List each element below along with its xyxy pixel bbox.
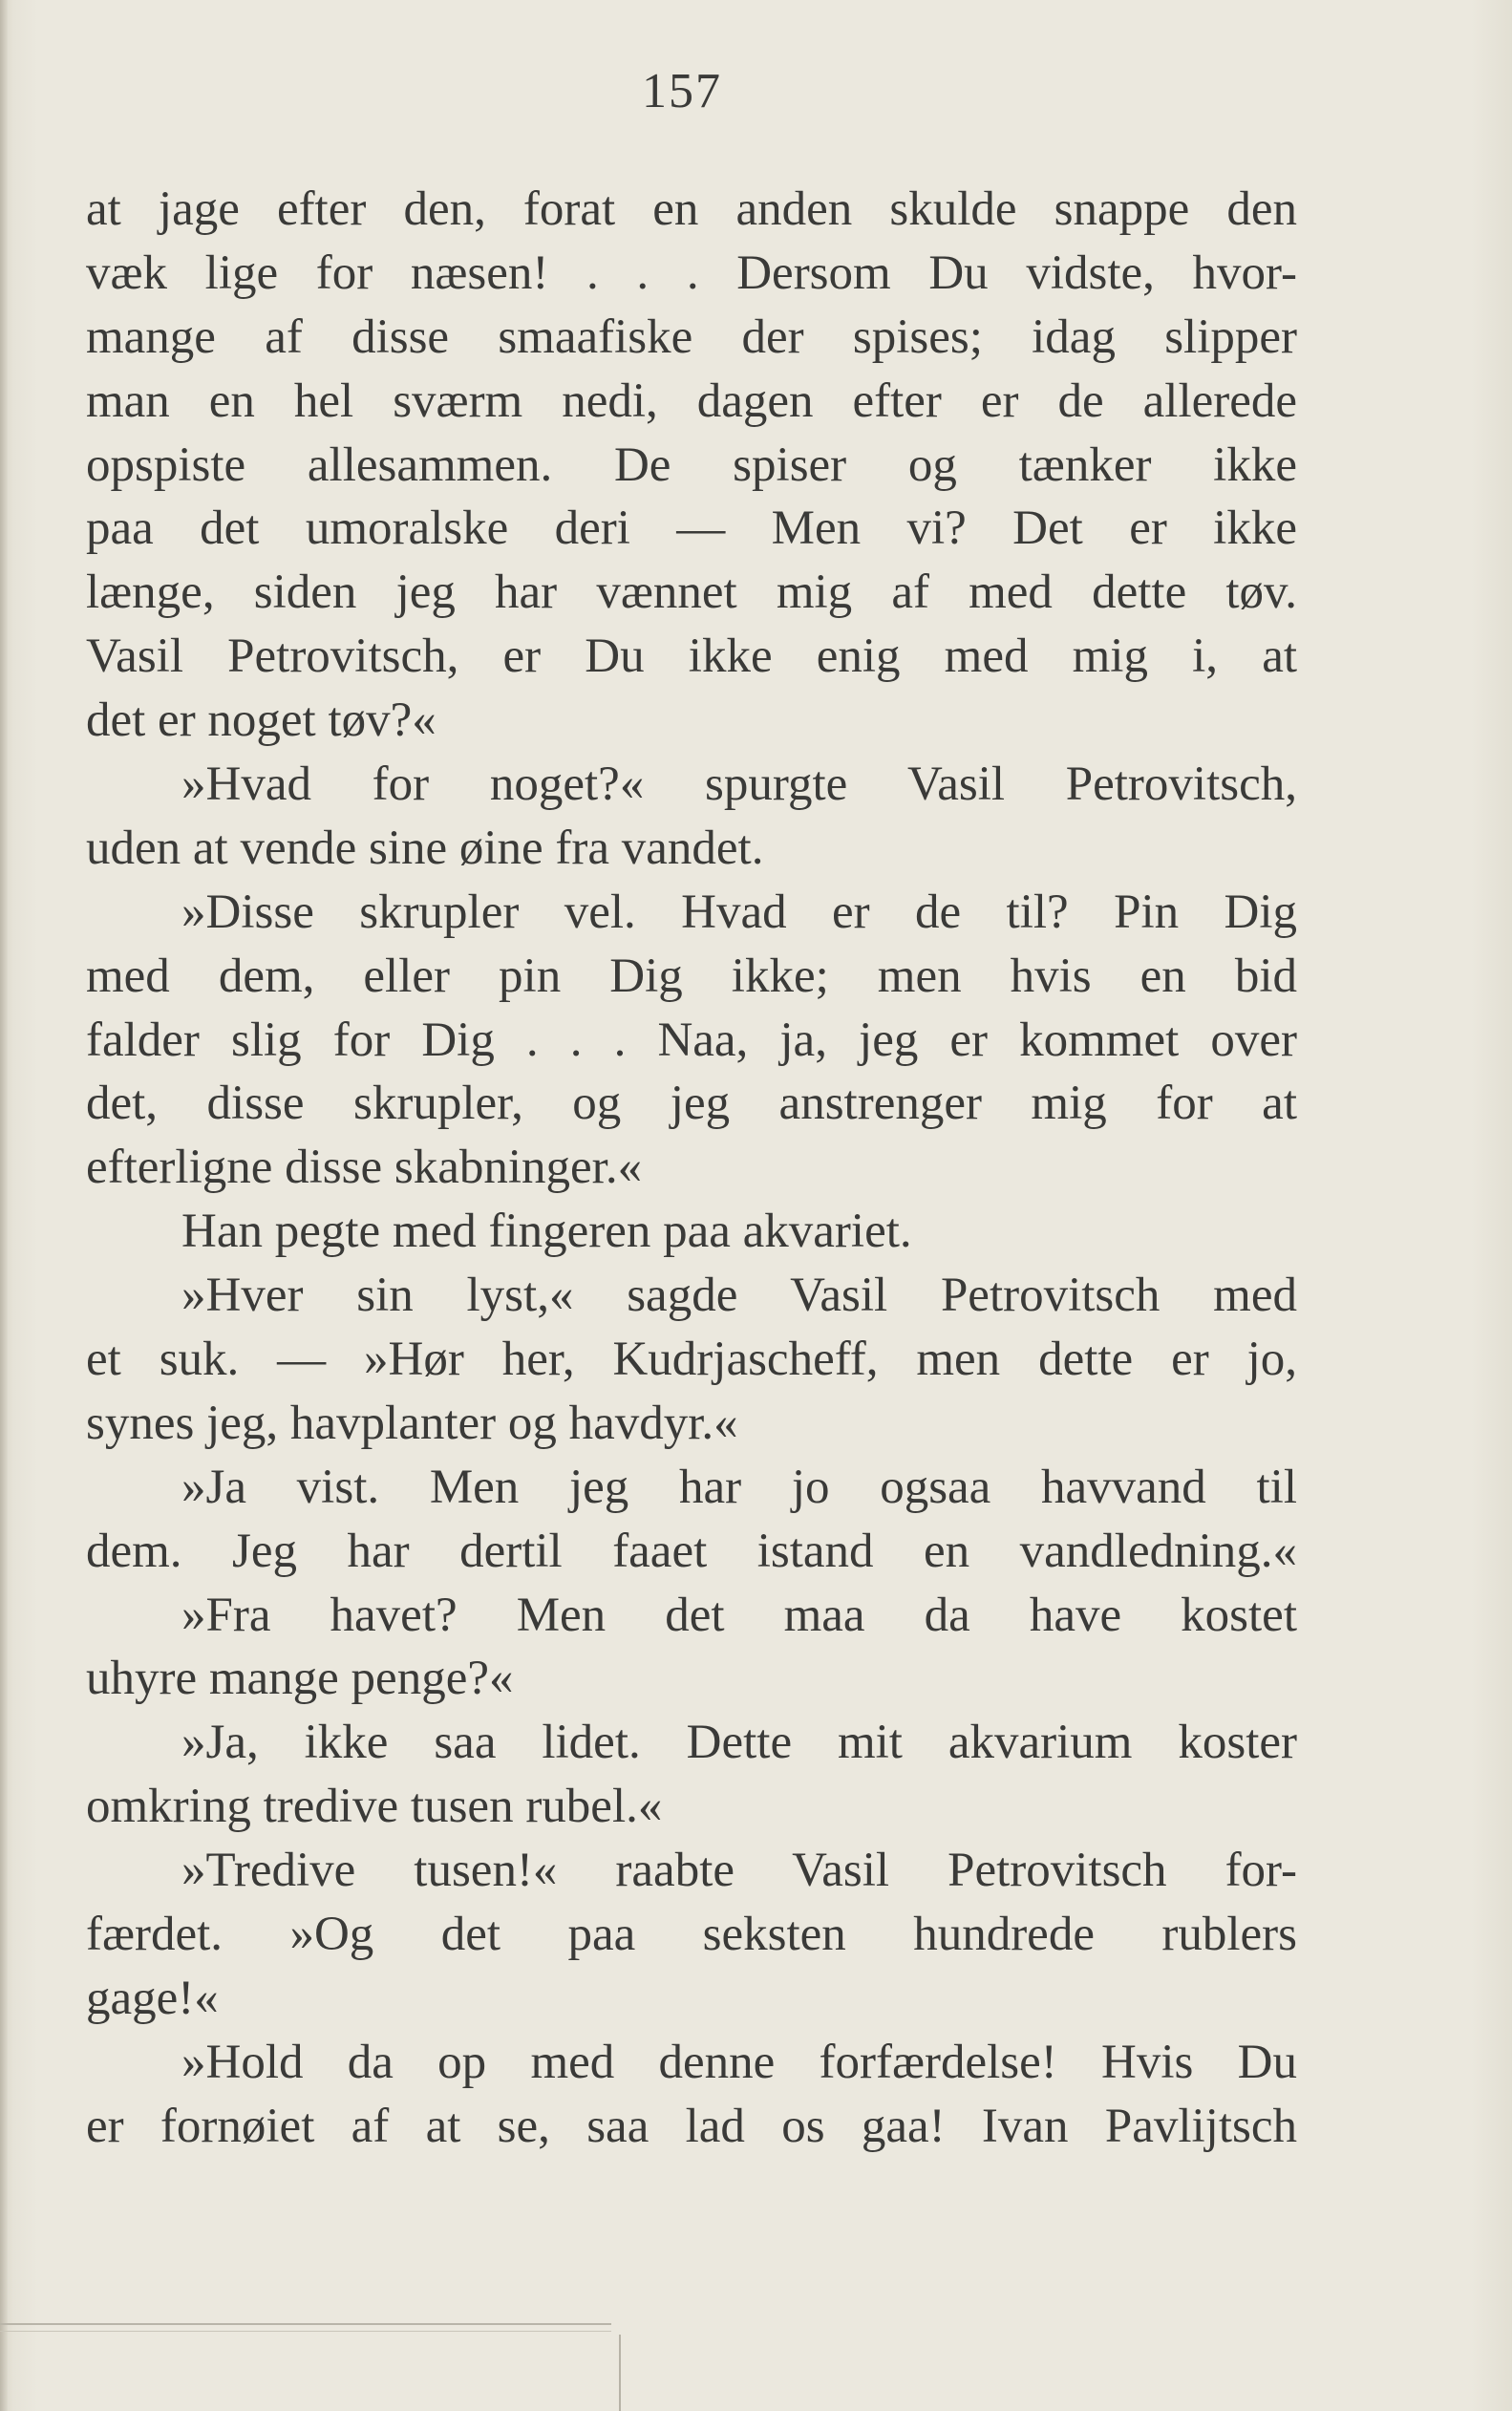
- text-line: »Hver sin lyst,« sagde Vasil Petrovitsch med: [181, 1269, 1297, 1323]
- text-line: »Ja, ikke saa lidet. Dette mit akvarium koster: [181, 1716, 1297, 1770]
- page-number: 157: [642, 64, 722, 118]
- bottom-divider: [0, 2323, 611, 2325]
- text-line: »Ja vist. Men jeg har jo ogsaa havvand til: [181, 1460, 1297, 1514]
- text-line: »Disse skrupler vel. Hvad er de til? Pin Dig: [181, 885, 1297, 939]
- text-line: synes jeg, havplanter og havdyr.«: [86, 1396, 738, 1450]
- text-line: efterligne disse skabninger.«: [86, 1141, 643, 1195]
- text-line: uden at vende sine øine fra vandet.: [86, 821, 764, 875]
- text-line: væk lige for næsen! . . . Dersom Du vidste, hvor-: [86, 245, 1297, 300]
- text-line: »Tredive tusen!« raabte Vasil Petrovitsch for-: [181, 1844, 1297, 1898]
- text-line: »Hold da op med denne forfærdelse! Hvis Du: [181, 2035, 1297, 2089]
- text-line: med dem, eller pin Dig ikke; men hvis en bid: [86, 949, 1297, 1003]
- text-line: det, disse skrupler, og jeg anstrenger mig for at: [86, 1077, 1297, 1131]
- text-line: Han pegte med fingeren paa akvariet.: [181, 1205, 912, 1259]
- text-line: et suk. — »Hør her, Kudrjascheff, men dette er jo,: [86, 1333, 1297, 1387]
- text-line: »Hvad for noget?« spurgte Vasil Petrovitsch,: [181, 757, 1297, 812]
- text-line: længe, siden jeg har vænnet mig af med dette tøv.: [86, 565, 1297, 620]
- body-text: [86, 178, 1297, 2159]
- text-line: færdet. »Og det paa seksten hundrede rublers: [86, 1908, 1297, 1962]
- text-line: er fornøiet af at se, saa lad os gaa! Ivan Pavlijtsch: [86, 2099, 1297, 2153]
- text-line: mange af disse smaafiske der spises; idag slipper: [86, 309, 1297, 364]
- page-binding-edge: [0, 0, 8, 2411]
- text-line: dem. Jeg har dertil faaet istand en vandledning.«: [86, 1524, 1297, 1578]
- text-line: »Fra havet? Men det maa da have kostet: [181, 1588, 1297, 1642]
- text-line: uhyre mange penge?«: [86, 1652, 514, 1706]
- bottom-divider-secondary: [0, 2331, 611, 2332]
- text-line: at jage efter den, forat en anden skulde snappe den: [86, 182, 1297, 236]
- text-line: gage!«: [86, 1971, 219, 2025]
- text-line: omkring tredive tusen rubel.«: [86, 1780, 663, 1834]
- text-line: Vasil Petrovitsch, er Du ikke enig med mig i, at: [86, 629, 1297, 684]
- page-fold-line: [619, 2335, 621, 2411]
- text-line: opspiste allesammen. De spiser og tænker ikke: [86, 437, 1297, 492]
- text-line: paa det umoralske deri — Men vi? Det er ikke: [86, 501, 1297, 556]
- text-line: falder slig for Dig . . . Naa, ja, jeg er kommet over: [86, 1013, 1297, 1067]
- text-line: det er noget tøv?«: [86, 693, 437, 748]
- text-line: man en hel sværm nedi, dagen efter er de allerede: [86, 373, 1297, 428]
